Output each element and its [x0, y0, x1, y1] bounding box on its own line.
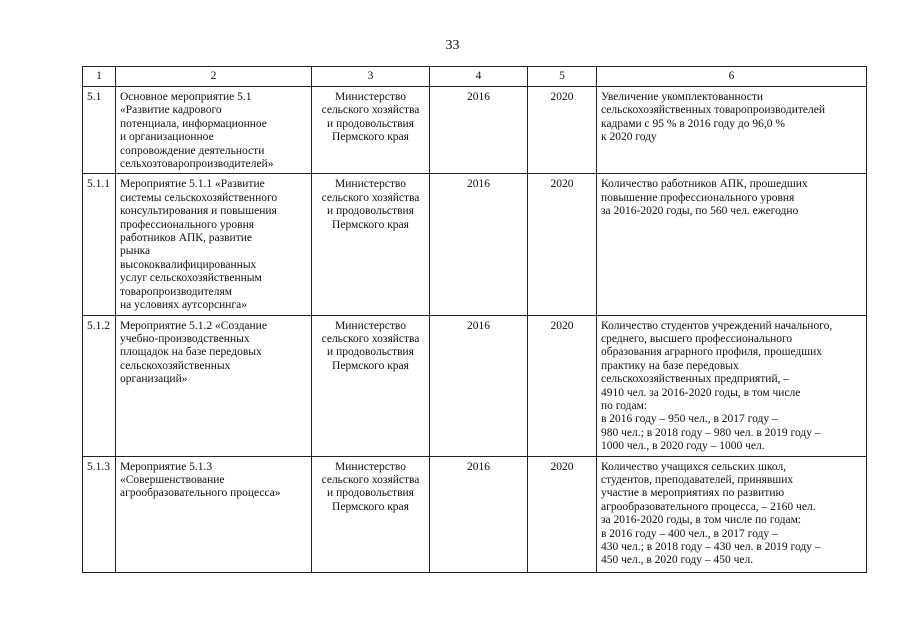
text-line: высококвалифицированных: [120, 258, 257, 271]
text-line: и продовольствия: [327, 346, 414, 359]
text-line: Количество работников АПК, прошедших: [601, 178, 808, 191]
header-cell: 2: [116, 67, 312, 87]
item-name-cell: [116, 456, 312, 572]
item-name-cell: [116, 174, 312, 315]
end-year-cell: 2020: [528, 456, 597, 572]
text-line: сельского хозяйства: [321, 473, 420, 486]
text-line: системы сельскохозяйственного: [120, 191, 278, 204]
text-line: сельскохозяйственных предприятий, –: [601, 373, 790, 386]
text-line: Увеличение укомплектованности: [601, 91, 764, 103]
text-line: сельскохозяйственных товаропроизводителей: [601, 104, 825, 117]
text-line: профессионального уровня: [120, 218, 255, 231]
executor-cell: [312, 315, 430, 456]
text-line: кадрами с 95 % в 2016 году до 96,0 %: [601, 117, 785, 130]
program-table: [82, 66, 867, 573]
text-line: Министерство: [335, 319, 406, 332]
header-row: [83, 67, 867, 87]
executor-cell: [312, 174, 430, 315]
item-number-cell: 5.1.3: [83, 456, 116, 572]
header-cell: 5: [528, 67, 597, 87]
text-line: и продовольствия: [327, 205, 414, 218]
text-line: Пермского края: [332, 131, 409, 144]
table-row: [83, 87, 867, 174]
text-line: Мероприятие 5.1.1 «Развитие: [120, 178, 265, 191]
start-year-cell: 2016: [430, 87, 528, 174]
expected-result-cell: [597, 315, 867, 456]
text-line: студентов, преподавателей, принявших: [601, 473, 794, 486]
text-line: Основное мероприятие 5.1: [120, 91, 252, 103]
text-line: в 2016 году – 950 чел., в 2017 году –: [601, 413, 778, 426]
text-line: участие в мероприятиях по развитию: [601, 487, 785, 500]
text-line: к 2020 году: [601, 131, 657, 144]
text-line: потенциала, информационное: [120, 117, 267, 130]
text-line: рынка: [120, 245, 151, 258]
text-line: «Развитие кадрового: [120, 104, 222, 117]
header-cell: 4: [430, 67, 528, 87]
text-line: Министерство: [335, 91, 406, 103]
text-line: Министерство: [335, 460, 406, 473]
text-line: работников АПК, развитие: [120, 232, 252, 245]
text-line: практику на базе передовых: [601, 359, 739, 372]
item-number-cell: 5.1.2: [83, 315, 116, 456]
end-year-cell: 2020: [528, 87, 597, 174]
text-line: «Совершенствование: [120, 473, 225, 486]
executor-cell: [312, 456, 430, 572]
text-line: товаропроизводителям: [120, 285, 233, 298]
text-line: и организационное: [120, 131, 214, 144]
text-line: консультирования и повышения: [120, 205, 277, 218]
executor-cell: [312, 87, 430, 174]
end-year-cell: 2020: [528, 174, 597, 315]
text-line: 980 чел.; в 2018 году – 980 чел. в 2019 году –: [601, 426, 821, 439]
text-line: Мероприятие 5.1.2 «Создание: [120, 319, 267, 332]
text-line: агрообразовательного процесса, – 2160 чел.: [601, 500, 816, 513]
text-line: в 2016 году – 400 чел., в 2017 году –: [601, 527, 778, 540]
item-name-cell: [116, 87, 312, 174]
expected-result-cell: [597, 87, 867, 174]
text-line: среднего, высшего профессионального: [601, 332, 793, 345]
text-line: Пермского края: [332, 218, 409, 231]
start-year-cell: 2016: [430, 456, 528, 572]
start-year-cell: 2016: [430, 315, 528, 456]
text-line: организаций»: [120, 373, 188, 386]
text-line: по годам:: [601, 399, 648, 412]
text-line: образования аграрного профиля, прошедших: [601, 346, 823, 359]
table-row: [83, 315, 867, 456]
text-line: агрообразовательного процесса»: [120, 487, 281, 500]
text-line: 4910 чел. за 2016-2020 годы, в том числе: [601, 386, 801, 399]
text-line: Пермского края: [332, 500, 409, 513]
text-line: и продовольствия: [327, 117, 414, 130]
text-line: Количество студентов учреждений начального,: [601, 319, 833, 332]
expected-result-cell: [597, 456, 867, 572]
header-cell: 6: [597, 67, 867, 87]
item-number-cell: 5.1: [83, 87, 116, 174]
text-line: Министерство: [335, 178, 406, 191]
text-line: сельхозтоваропроизводителей»: [120, 158, 274, 171]
text-line: 430 чел.; в 2018 году – 430 чел. в 2019 году –: [601, 541, 821, 553]
item-number-cell: 5.1.1: [83, 174, 116, 315]
start-year-cell: 2016: [430, 174, 528, 315]
text-line: Пермского края: [332, 359, 409, 372]
text-line: Количество учащихся сельских школ,: [601, 460, 787, 473]
text-line: Мероприятие 5.1.3: [120, 460, 213, 473]
text-line: повышение профессионального уровня: [601, 191, 795, 204]
end-year-cell: 2020: [528, 315, 597, 456]
item-name-cell: [116, 315, 312, 456]
table-row: [83, 174, 867, 315]
expected-result-cell: [597, 174, 867, 315]
text-line: сельскохозяйственных: [120, 359, 231, 372]
text-line: сельского хозяйства: [321, 191, 420, 204]
text-line: и продовольствия: [327, 487, 414, 500]
text-line: учебно-производственных: [120, 332, 250, 345]
text-line: за 2016-2020 годы, в том числе по годам:: [601, 514, 802, 527]
text-line: за 2016-2020 годы, по 560 чел. ежегодно: [601, 205, 799, 218]
text-line: сельского хозяйства: [321, 332, 420, 345]
text-line: 450 чел., в 2020 году – 450 чел.: [601, 554, 754, 567]
text-line: 1000 чел., в 2020 году – 1000 чел.: [601, 440, 765, 453]
text-line: сельского хозяйства: [321, 104, 420, 117]
header-cell: 3: [312, 67, 430, 87]
text-line: сопровождение деятельности: [120, 144, 265, 157]
text-line: площадок на базе передовых: [120, 346, 262, 359]
table-row: [83, 456, 867, 572]
text-line: услуг сельскохозяйственным: [120, 272, 262, 285]
header-cell: 1: [83, 67, 116, 87]
text-line: на условиях аутсорсинга»: [120, 299, 247, 312]
page-number: 33: [445, 38, 460, 53]
